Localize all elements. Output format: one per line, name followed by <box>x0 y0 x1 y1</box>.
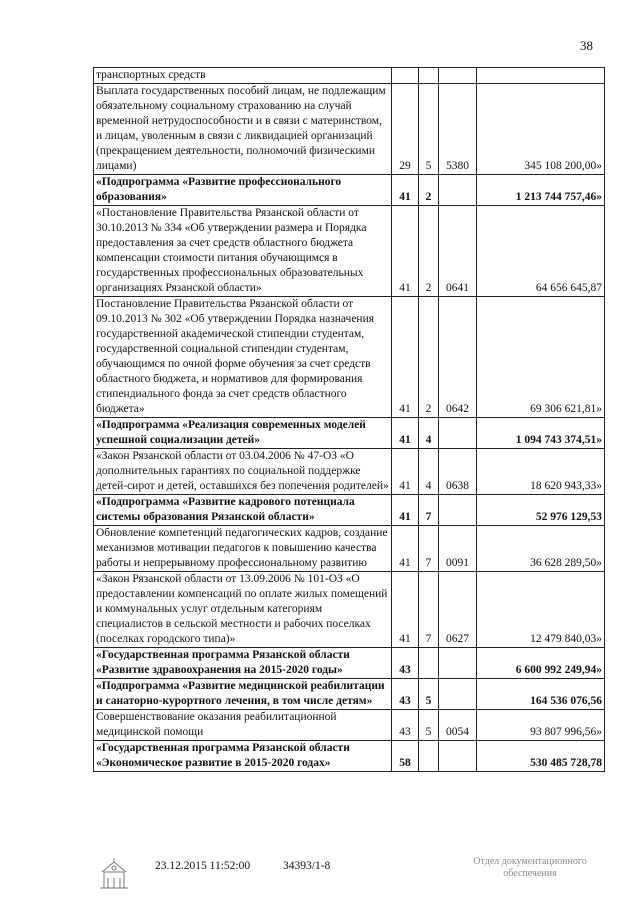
row-code-c: 0641 <box>439 206 477 297</box>
row-code-c <box>439 679 477 710</box>
row-code-a: 41 <box>392 175 419 206</box>
row-code-c: 0054 <box>439 710 477 741</box>
row-code-c: 0638 <box>439 449 477 495</box>
table-row <box>94 418 605 449</box>
row-code-c: 5380 <box>439 84 477 175</box>
row-name: транспортных средств <box>94 68 392 84</box>
row-code-a <box>392 68 419 84</box>
row-code-b <box>419 68 439 84</box>
row-code-b: 7 <box>419 526 439 572</box>
row-code-b <box>419 741 439 772</box>
table-row <box>94 741 605 772</box>
row-code-b: 5 <box>419 84 439 175</box>
row-code-c <box>439 418 477 449</box>
row-amount: 1 213 744 757,46» <box>477 175 605 206</box>
building-stamp-icon <box>96 856 132 890</box>
row-amount: 52 976 129,53 <box>477 495 605 526</box>
row-code-b: 5 <box>419 710 439 741</box>
row-code-a: 41 <box>392 206 419 297</box>
table-row <box>94 297 605 418</box>
footer-department: Отдел документационного обеспечения <box>473 856 587 879</box>
row-code-b: 2 <box>419 175 439 206</box>
row-name: Выплата государственных пособий лицам, не подлежащим обязательному социальному страхованию на случай временной нетрудоспособности и в связи с материнством, и лицам, уволенным в связи с ликвидацией организаций (прекращением деятельности, полномочий физическими лицами) <box>94 84 392 175</box>
row-code-c: 0091 <box>439 526 477 572</box>
row-code-a: 41 <box>392 297 419 418</box>
row-name: «Государственная программа Рязанской области «Развитие здравоохранения на 2015-2020 годы» <box>94 648 392 679</box>
table-row <box>94 572 605 648</box>
row-amount: 530 485 728,78 <box>477 741 605 772</box>
footer-date: 23.12.2015 11:52:00 <box>155 860 251 872</box>
row-amount: 93 807 996,56» <box>477 710 605 741</box>
row-name: «Подпрограмма «Развитие профессионального образования» <box>94 175 392 206</box>
row-name: Постановление Правительства Рязанской области от 09.10.2013 № 302 «Об утверждении Порядка назначения государственной академической стипендии студентам, государственной социальной стипендии студентам, обучающимся по очной форме обучения за счет средств областного бюджета, и нормативов для формирования стипендиального фонда за счет средств областного бюджета» <box>94 297 392 418</box>
row-name: Обновление компетенций педагогических кадров, создание механизмов мотивации педагогов к повышению качества работы и непрерывному профессиональному развитию <box>94 526 392 572</box>
table-row <box>94 495 605 526</box>
row-amount <box>477 68 605 84</box>
row-code-a: 41 <box>392 495 419 526</box>
footer-code: 34393/1-8 <box>283 860 331 872</box>
row-code-a: 43 <box>392 679 419 710</box>
row-code-a: 58 <box>392 741 419 772</box>
row-name: «Подпрограмма «Развитие кадрового потенциала системы образования Рязанской области» <box>94 495 392 526</box>
budget-table <box>93 67 605 772</box>
table-row <box>94 449 605 495</box>
row-name: «Подпрограмма «Реализация современных моделей успешной социализации детей» <box>94 418 392 449</box>
row-code-b: 2 <box>419 206 439 297</box>
row-code-c: 0627 <box>439 572 477 648</box>
row-code-c <box>439 68 477 84</box>
row-code-b: 4 <box>419 418 439 449</box>
page-footer <box>0 856 640 896</box>
row-name: «Закон Рязанской области от 03.04.2006 № 47-ОЗ «О дополнительных гарантиях по социальной поддержке детей-сирот и детей, оставшихся без попечения родителей» <box>94 449 392 495</box>
row-code-a: 43 <box>392 648 419 679</box>
table-row <box>94 206 605 297</box>
row-code-b: 7 <box>419 495 439 526</box>
row-code-a: 41 <box>392 449 419 495</box>
table-row <box>94 648 605 679</box>
table-row <box>94 679 605 710</box>
row-code-c <box>439 495 477 526</box>
table-row <box>94 84 605 175</box>
row-amount: 36 628 289,50» <box>477 526 605 572</box>
table-row <box>94 68 605 84</box>
row-amount: 69 306 621,81» <box>477 297 605 418</box>
row-code-a: 43 <box>392 710 419 741</box>
row-code-c <box>439 648 477 679</box>
row-amount: 12 479 840,03» <box>477 572 605 648</box>
row-code-c <box>439 175 477 206</box>
row-code-b: 4 <box>419 449 439 495</box>
row-name: «Государственная программа Рязанской области «Экономическое развитие в 2015-2020 годах» <box>94 741 392 772</box>
row-code-a: 41 <box>392 572 419 648</box>
row-amount: 6 600 992 249,94» <box>477 648 605 679</box>
row-amount: 164 536 076,56 <box>477 679 605 710</box>
table-row <box>94 175 605 206</box>
row-name: Совершенствование оказания реабилитационной медицинской помощи <box>94 710 392 741</box>
table-row <box>94 526 605 572</box>
row-code-b <box>419 648 439 679</box>
row-amount: 64 656 645,87 <box>477 206 605 297</box>
row-name: «Подпрограмма «Развитие медицинской реабилитации и санаторно-курортного лечения, в том числе детям» <box>94 679 392 710</box>
row-code-a: 41 <box>392 418 419 449</box>
row-code-c <box>439 741 477 772</box>
row-amount: 1 094 743 374,51» <box>477 418 605 449</box>
row-code-a: 29 <box>392 84 419 175</box>
row-amount: 345 108 200,00» <box>477 84 605 175</box>
row-amount: 18 620 943,33» <box>477 449 605 495</box>
row-name: «Постановление Правительства Рязанской области от 30.10.2013 № 334 «Об утверждении размера и Порядка предоставления за счет средств областного бюджета компенсации стоимости питания обучающимся в государственных профессиональных образовательных организациях Рязанской области» <box>94 206 392 297</box>
page-number: 38 <box>580 38 593 53</box>
row-code-b: 2 <box>419 297 439 418</box>
row-code-b: 7 <box>419 572 439 648</box>
row-code-c: 0642 <box>439 297 477 418</box>
row-code-b: 5 <box>419 679 439 710</box>
row-code-a: 41 <box>392 526 419 572</box>
budget-table-body <box>94 68 605 772</box>
table-row <box>94 710 605 741</box>
row-name: «Закон Рязанской области от 13.09.2006 № 101-ОЗ «О предоставлении компенсаций по оплате жилых помещений и коммунальных услуг отдельным категориям специалистов в сельской местности и рабочих поселках (поселках городского типа)» <box>94 572 392 648</box>
